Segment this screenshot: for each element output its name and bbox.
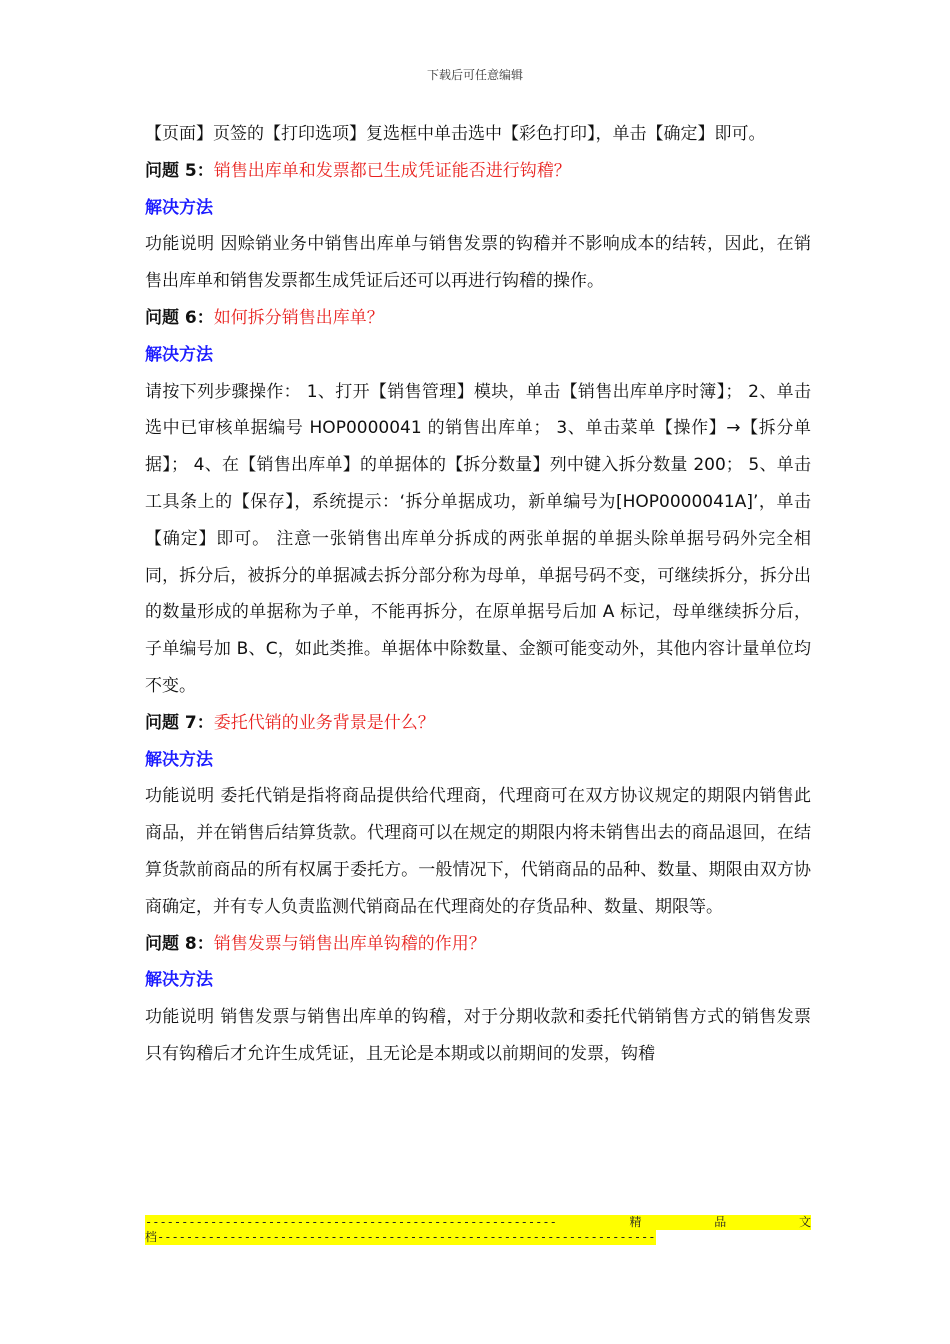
footer-dashes: --------------------------------------------------------- (145, 1215, 557, 1229)
question-text: 如何拆分销售出库单？ (213, 307, 384, 328)
question-label: 问题 8： (145, 933, 214, 954)
solution-heading: 解决方法 (145, 970, 213, 991)
question-text: 销售发票与销售出库单钩稽的作用？ (213, 933, 486, 954)
paragraph-print-option: 【页面】页签的【打印选项】复选框中单击选中【彩色打印】，单击【确定】即可。 (145, 124, 766, 144)
page-footer (145, 1215, 811, 1245)
question-8 (145, 926, 811, 963)
paragraph-answer-5: 功能说明 因赊销业务中销售出库单与销售发票的钩稽并不影响成本的结转，因此，在销售出库单和销售发票都生成凭证后还可以再进行钩稽的操作。 (145, 234, 811, 292)
paragraph-answer-6: 请按下列步骤操作： 1、打开【销售管理】模块，单击【销售出库单序时簿】； 2、单击选中已审核单据编号 HOP0000041 的销售出库单； 3、单击菜单【操作】→【拆分单据】； 4、在【销售出库单】的单据体的【拆分数量】列中键入拆分数量 200； 5、单击工具条上的【保存】，系统提示：‘拆分单据成功，新单编号为[HOP0000041A]’，单击【确定】即可。 注意一张销售出库单分拆成的两张单据的单据头除单据号码外完全相同，拆分后，被拆分的单据减去拆分部分称为母单，单据号码不变，可继续拆分，拆分出的数量形成的单据称为子单，不能再拆分，在原单据号后加 A 标记，母单继续拆分后，子单编号加 B、C，如此类推。单据体中除数量、金额可能变动外，其他内容计量单位均不变。 (145, 381, 811, 696)
footer-char: 品 (714, 1215, 727, 1229)
question-7 (145, 705, 811, 742)
question-label: 问题 5： (145, 160, 214, 181)
page-header: 下载后可任意编辑 (426, 68, 523, 82)
footer-char: 精 (629, 1215, 642, 1229)
solution-heading: 解决方法 (145, 197, 213, 218)
paragraph-answer-7: 功能说明 委托代销是指将商品提供给代理商，代理商可在双方协议规定的期限内销售此商品，并在销售后结算货款。代理商可以在规定的期限内将未销售出去的商品退回，在结算货款前商品的所有权属于委托方。一般情况下，代销商品的品种、数量、期限由双方协商确定，并有专人负责监测代销商品在代理商处的存货品种、数量、期限等。 (145, 786, 811, 917)
paragraph-answer-8: 功能说明 销售发票与销售出库单的钩稽，对于分期收款和委托代销销售方式的销售发票只有钩稽后才允许生成凭证，且无论是本期或以前期间的发票，钩稽 (145, 1007, 811, 1064)
question-5 (145, 153, 811, 190)
question-text: 销售出库单和发票都已生成凭证能否进行钩稽？ (213, 160, 571, 181)
solution-heading: 解决方法 (145, 749, 213, 770)
question-text: 委托代销的业务背景是什么？ (213, 712, 435, 733)
question-label: 问题 6： (145, 307, 214, 328)
question-label: 问题 7： (145, 712, 214, 733)
footer-line-2: 档--------------------------------------------------------------------- (145, 1230, 656, 1244)
solution-heading: 解决方法 (145, 344, 213, 365)
document-body (145, 116, 811, 1073)
footer-line-1 (145, 1215, 811, 1230)
footer-char: 文 (798, 1215, 811, 1229)
question-6 (145, 300, 811, 337)
